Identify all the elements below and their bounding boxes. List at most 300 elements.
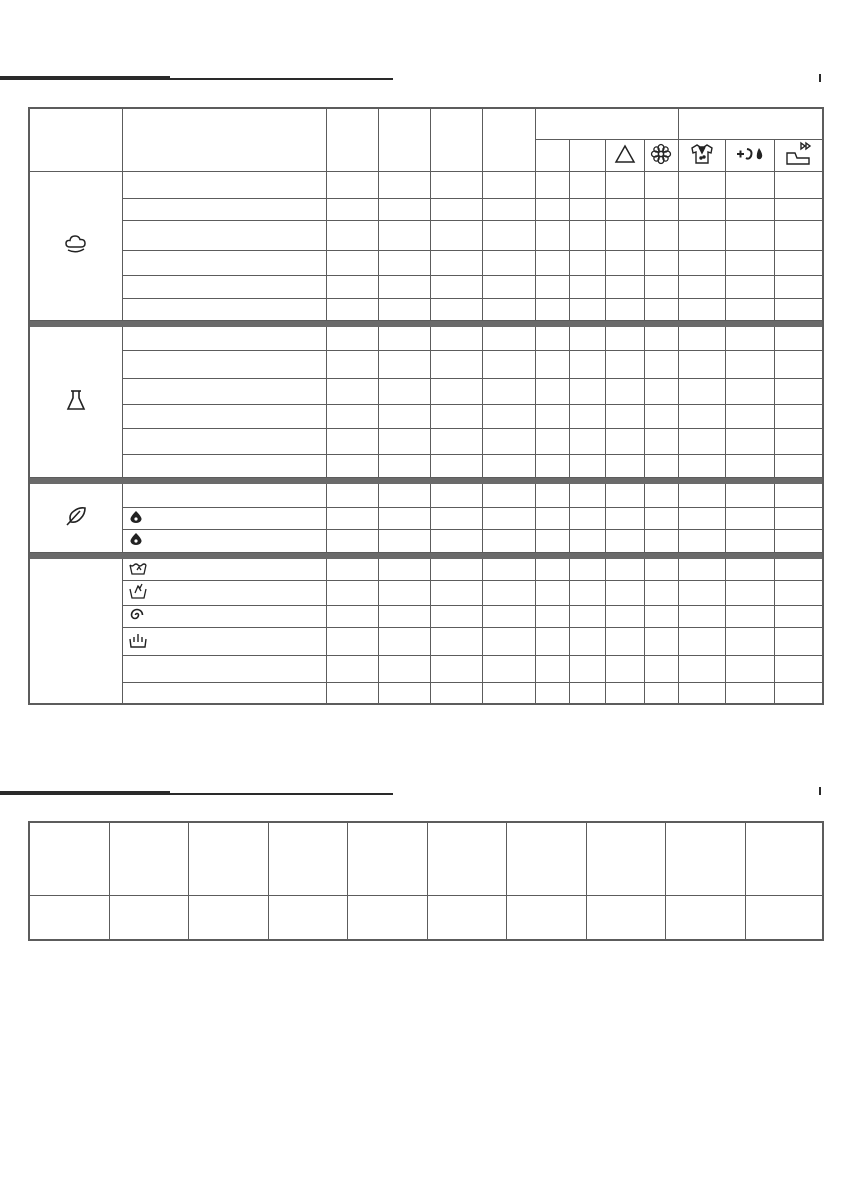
program-setting-cell: [122, 350, 326, 378]
program-value-cell: [326, 529, 378, 552]
program-value-cell: [569, 558, 605, 580]
program-value-cell: [605, 605, 644, 627]
program-setting-cell: [122, 171, 326, 198]
program-value-cell: [569, 326, 605, 350]
program-value-cell: [378, 507, 430, 529]
program-value-cell: [326, 171, 378, 198]
program-value-cell: [644, 298, 678, 320]
consumption-header-cell: [109, 822, 188, 895]
program-row: [29, 350, 823, 378]
header-col-4: [378, 108, 430, 171]
consumption-value-cell: [665, 895, 745, 940]
program-value-cell: [430, 298, 482, 320]
program-value-cell: [482, 682, 535, 704]
program-value-cell: [326, 682, 378, 704]
program-value-cell: [326, 350, 378, 378]
program-value-cell: [644, 428, 678, 454]
program-value-cell: [725, 529, 774, 552]
program-value-cell: [535, 605, 569, 627]
program-value-cell: [605, 275, 644, 298]
program-value-cell: [678, 326, 725, 350]
program-value-cell: [774, 171, 823, 198]
program-value-cell: [644, 404, 678, 428]
program-value-cell: [326, 378, 378, 404]
program-value-cell: [644, 220, 678, 250]
consumption-header-cell: [506, 822, 586, 895]
program-value-cell: [378, 220, 430, 250]
program-value-cell: [378, 428, 430, 454]
program-value-cell: [774, 580, 823, 605]
program-setting-cell: [122, 378, 326, 404]
program-setting-cell: [122, 250, 326, 275]
program-value-cell: [678, 378, 725, 404]
program-value-cell: [678, 483, 725, 507]
program-value-cell: [569, 171, 605, 198]
program-value-cell: [482, 220, 535, 250]
program-value-cell: [774, 428, 823, 454]
prewash-tub-icon: [129, 561, 147, 575]
temperature-triangle-icon: [614, 144, 636, 164]
program-setting-cell: [122, 326, 326, 350]
header-program-cell: [29, 108, 122, 171]
header-group-options-a: [535, 108, 678, 139]
program-value-cell: [326, 655, 378, 682]
program-setting-cell: [122, 198, 326, 220]
program-value-cell: [326, 275, 378, 298]
program-value-cell: [482, 655, 535, 682]
program-value-cell: [644, 682, 678, 704]
program-value-cell: [725, 298, 774, 320]
program-value-cell: [430, 428, 482, 454]
program-value-cell: [430, 350, 482, 378]
program-value-cell: [482, 428, 535, 454]
program-value-cell: [774, 507, 823, 529]
cotton-cloud-icon: [64, 233, 88, 255]
program-value-cell: [774, 275, 823, 298]
program-value-cell: [378, 605, 430, 627]
header-option-3: [605, 139, 644, 171]
program-value-cell: [605, 682, 644, 704]
program-value-cell: [535, 326, 569, 350]
program-value-cell: [774, 682, 823, 704]
program-row: [29, 655, 823, 682]
program-value-cell: [678, 220, 725, 250]
program-value-cell: [482, 171, 535, 198]
program-row: [29, 220, 823, 250]
program-value-cell: [378, 350, 430, 378]
program-value-cell: [482, 326, 535, 350]
program-value-cell: [725, 404, 774, 428]
program-group-cotton: [29, 171, 122, 320]
program-setting-cell: [122, 682, 326, 704]
program-value-cell: [725, 198, 774, 220]
rinse-icon: [129, 632, 147, 648]
program-value-cell: [482, 378, 535, 404]
program-value-cell: [644, 171, 678, 198]
program-row: [29, 428, 823, 454]
program-value-cell: [644, 275, 678, 298]
consumption-header-cell: [347, 822, 427, 895]
program-value-cell: [678, 507, 725, 529]
program-value-cell: [569, 627, 605, 655]
program-value-cell: [535, 275, 569, 298]
program-value-cell: [326, 454, 378, 477]
fast-wash-iron-icon: [783, 141, 813, 167]
program-value-cell: [605, 454, 644, 477]
program-value-cell: [326, 507, 378, 529]
program-row: [29, 250, 823, 275]
program-setting-cell: [122, 529, 326, 552]
program-value-cell: [482, 198, 535, 220]
shirt-stain-icon: [689, 143, 715, 165]
program-value-cell: [774, 298, 823, 320]
program-value-cell: [644, 529, 678, 552]
program-value-cell: [326, 605, 378, 627]
program-setting-cell: [122, 454, 326, 477]
program-value-cell: [430, 605, 482, 627]
program-setting-cell: [122, 428, 326, 454]
program-value-cell: [678, 580, 725, 605]
program-value-cell: [725, 558, 774, 580]
program-value-cell: [569, 198, 605, 220]
program-row: [29, 326, 823, 350]
program-value-cell: [644, 507, 678, 529]
program-value-cell: [482, 605, 535, 627]
program-value-cell: [430, 529, 482, 552]
program-value-cell: [569, 250, 605, 275]
program-row: [29, 483, 823, 507]
program-value-cell: [535, 220, 569, 250]
section-1-heading-line: [170, 78, 393, 80]
program-value-cell: [678, 627, 725, 655]
program-value-cell: [774, 378, 823, 404]
program-value-cell: [725, 627, 774, 655]
program-value-cell: [725, 326, 774, 350]
program-value-cell: [644, 655, 678, 682]
program-value-cell: [535, 428, 569, 454]
header-col-3: [326, 108, 378, 171]
program-value-cell: [569, 275, 605, 298]
program-row: [29, 275, 823, 298]
program-value-cell: [774, 454, 823, 477]
program-group-delicates: [29, 483, 122, 552]
program-value-cell: [725, 682, 774, 704]
program-value-cell: [430, 580, 482, 605]
program-value-cell: [644, 627, 678, 655]
program-value-cell: [326, 220, 378, 250]
program-value-cell: [678, 655, 725, 682]
program-value-cell: [774, 627, 823, 655]
program-value-cell: [678, 605, 725, 627]
program-value-cell: [644, 198, 678, 220]
program-value-cell: [605, 378, 644, 404]
program-row: [29, 580, 823, 605]
program-value-cell: [535, 171, 569, 198]
program-value-cell: [605, 580, 644, 605]
section-2-heading-bar: [0, 791, 170, 795]
program-setting-cell: [122, 627, 326, 655]
program-value-cell: [569, 605, 605, 627]
consumption-header-cell: [665, 822, 745, 895]
program-setting-cell: [122, 655, 326, 682]
program-value-cell: [378, 298, 430, 320]
consumption-header-cell: [29, 822, 109, 895]
program-value-cell: [644, 378, 678, 404]
header-row-1: [29, 108, 823, 139]
program-value-cell: [644, 483, 678, 507]
program-value-cell: [378, 529, 430, 552]
program-value-cell: [535, 378, 569, 404]
consumption-value-cell: [506, 895, 586, 940]
consumption-value-cell: [268, 895, 347, 940]
program-value-cell: [774, 529, 823, 552]
program-value-cell: [378, 454, 430, 477]
program-value-cell: [569, 298, 605, 320]
program-value-cell: [569, 378, 605, 404]
section-2-heading-line: [170, 793, 393, 795]
program-value-cell: [605, 350, 644, 378]
program-value-cell: [605, 483, 644, 507]
program-row: [29, 682, 823, 704]
program-value-cell: [774, 350, 823, 378]
program-value-cell: [326, 558, 378, 580]
program-setting-cell: [122, 580, 326, 605]
program-value-cell: [430, 454, 482, 477]
program-value-cell: [644, 250, 678, 275]
program-value-cell: [326, 404, 378, 428]
spin-icon: [129, 607, 145, 623]
consumption-value-cell: [347, 895, 427, 940]
program-value-cell: [378, 483, 430, 507]
program-value-cell: [326, 298, 378, 320]
program-setting-cell: [122, 404, 326, 428]
program-row: [29, 454, 823, 477]
program-value-cell: [378, 404, 430, 428]
program-value-cell: [605, 171, 644, 198]
program-value-cell: [378, 627, 430, 655]
program-value-cell: [569, 529, 605, 552]
program-value-cell: [482, 350, 535, 378]
program-value-cell: [678, 454, 725, 477]
program-value-cell: [535, 558, 569, 580]
program-value-cell: [569, 428, 605, 454]
program-value-cell: [678, 529, 725, 552]
consumption-header-row: [29, 822, 823, 895]
program-value-cell: [569, 454, 605, 477]
header-setting-cell: [122, 108, 326, 171]
program-row: [29, 198, 823, 220]
program-value-cell: [569, 350, 605, 378]
program-value-cell: [605, 404, 644, 428]
header-option-6: [725, 139, 774, 171]
program-value-cell: [482, 558, 535, 580]
program-value-cell: [569, 580, 605, 605]
program-value-cell: [430, 220, 482, 250]
program-value-cell: [430, 558, 482, 580]
program-value-cell: [326, 326, 378, 350]
program-value-cell: [430, 627, 482, 655]
program-setting-cell: [122, 275, 326, 298]
program-row: [29, 558, 823, 580]
program-value-cell: [569, 655, 605, 682]
program-value-cell: [644, 350, 678, 378]
program-value-cell: [725, 250, 774, 275]
program-value-cell: [482, 507, 535, 529]
program-value-cell: [430, 250, 482, 275]
program-value-cell: [482, 275, 535, 298]
program-value-cell: [482, 404, 535, 428]
program-value-cell: [535, 454, 569, 477]
program-value-cell: [535, 655, 569, 682]
program-value-cell: [605, 250, 644, 275]
program-setting-cell: [122, 298, 326, 320]
consumption-value-cell: [29, 895, 109, 940]
program-value-cell: [774, 605, 823, 627]
program-row: [29, 404, 823, 428]
margin-mark-bottom: [819, 787, 821, 795]
program-value-cell: [644, 558, 678, 580]
consumption-value-cell: [188, 895, 268, 940]
program-value-cell: [725, 605, 774, 627]
program-row: [29, 605, 823, 627]
program-value-cell: [535, 250, 569, 275]
program-value-cell: [430, 198, 482, 220]
program-value-cell: [678, 558, 725, 580]
program-value-cell: [774, 326, 823, 350]
program-value-cell: [725, 507, 774, 529]
program-value-cell: [605, 655, 644, 682]
program-value-cell: [569, 682, 605, 704]
program-value-cell: [569, 507, 605, 529]
program-value-cell: [774, 655, 823, 682]
consumption-value-row: [29, 895, 823, 940]
consumption-header-cell: [745, 822, 823, 895]
program-value-cell: [430, 483, 482, 507]
program-row: [29, 171, 823, 198]
program-value-cell: [569, 404, 605, 428]
program-value-cell: [535, 507, 569, 529]
program-value-cell: [678, 250, 725, 275]
program-value-cell: [644, 605, 678, 627]
program-value-cell: [678, 350, 725, 378]
program-value-cell: [378, 326, 430, 350]
program-value-cell: [678, 682, 725, 704]
program-value-cell: [482, 529, 535, 552]
program-value-cell: [378, 682, 430, 704]
program-value-cell: [725, 220, 774, 250]
consumption-header-cell: [586, 822, 665, 895]
consumption-table: [28, 821, 824, 941]
program-row: [29, 529, 823, 552]
program-value-cell: [378, 558, 430, 580]
program-value-cell: [482, 250, 535, 275]
program-value-cell: [644, 454, 678, 477]
program-value-cell: [605, 428, 644, 454]
program-value-cell: [605, 627, 644, 655]
program-value-cell: [605, 198, 644, 220]
program-value-cell: [774, 250, 823, 275]
program-value-cell: [725, 350, 774, 378]
program-value-cell: [774, 558, 823, 580]
program-value-cell: [378, 171, 430, 198]
program-value-cell: [605, 326, 644, 350]
program-value-cell: [774, 198, 823, 220]
section-1-heading-bar: [0, 76, 170, 80]
drop-icon: [129, 510, 143, 524]
program-value-cell: [605, 298, 644, 320]
program-value-cell: [326, 483, 378, 507]
handwash-icon: [129, 583, 147, 599]
program-value-cell: [678, 198, 725, 220]
program-value-cell: [430, 404, 482, 428]
program-value-cell: [326, 198, 378, 220]
program-value-cell: [725, 378, 774, 404]
program-value-cell: [774, 220, 823, 250]
program-value-cell: [430, 655, 482, 682]
program-value-cell: [535, 350, 569, 378]
consumption-header-cell: [188, 822, 268, 895]
header-col-5: [430, 108, 482, 171]
program-value-cell: [430, 275, 482, 298]
program-value-cell: [644, 580, 678, 605]
program-value-cell: [430, 378, 482, 404]
consumption-value-cell: [586, 895, 665, 940]
program-table: [28, 107, 824, 705]
program-group-special: [29, 558, 122, 704]
program-value-cell: [725, 428, 774, 454]
program-value-cell: [535, 627, 569, 655]
program-row: [29, 378, 823, 404]
consumption-value-cell: [109, 895, 188, 940]
drop-icon: [129, 532, 143, 546]
program-row: [29, 298, 823, 320]
program-value-cell: [326, 250, 378, 275]
program-setting-cell: [122, 507, 326, 529]
synthetics-flask-icon: [66, 389, 86, 411]
program-value-cell: [482, 483, 535, 507]
program-value-cell: [378, 250, 430, 275]
header-option-2: [569, 139, 605, 171]
program-value-cell: [482, 454, 535, 477]
program-value-cell: [644, 326, 678, 350]
header-option-1: [535, 139, 569, 171]
program-value-cell: [605, 507, 644, 529]
header-option-4: [644, 139, 678, 171]
delicates-feather-icon: [64, 505, 88, 527]
header-option-5: [678, 139, 725, 171]
program-value-cell: [678, 275, 725, 298]
program-value-cell: [678, 404, 725, 428]
program-value-cell: [678, 171, 725, 198]
program-value-cell: [725, 275, 774, 298]
program-setting-cell: [122, 558, 326, 580]
program-value-cell: [678, 298, 725, 320]
program-value-cell: [605, 220, 644, 250]
program-setting-cell: [122, 220, 326, 250]
program-value-cell: [569, 220, 605, 250]
program-value-cell: [569, 483, 605, 507]
program-value-cell: [605, 558, 644, 580]
program-value-cell: [430, 682, 482, 704]
program-value-cell: [430, 326, 482, 350]
program-value-cell: [535, 198, 569, 220]
program-value-cell: [774, 483, 823, 507]
program-row: [29, 507, 823, 529]
program-group-synthetics: [29, 326, 122, 477]
header-col-6: [482, 108, 535, 171]
flower-icon: [650, 143, 672, 165]
program-value-cell: [378, 378, 430, 404]
